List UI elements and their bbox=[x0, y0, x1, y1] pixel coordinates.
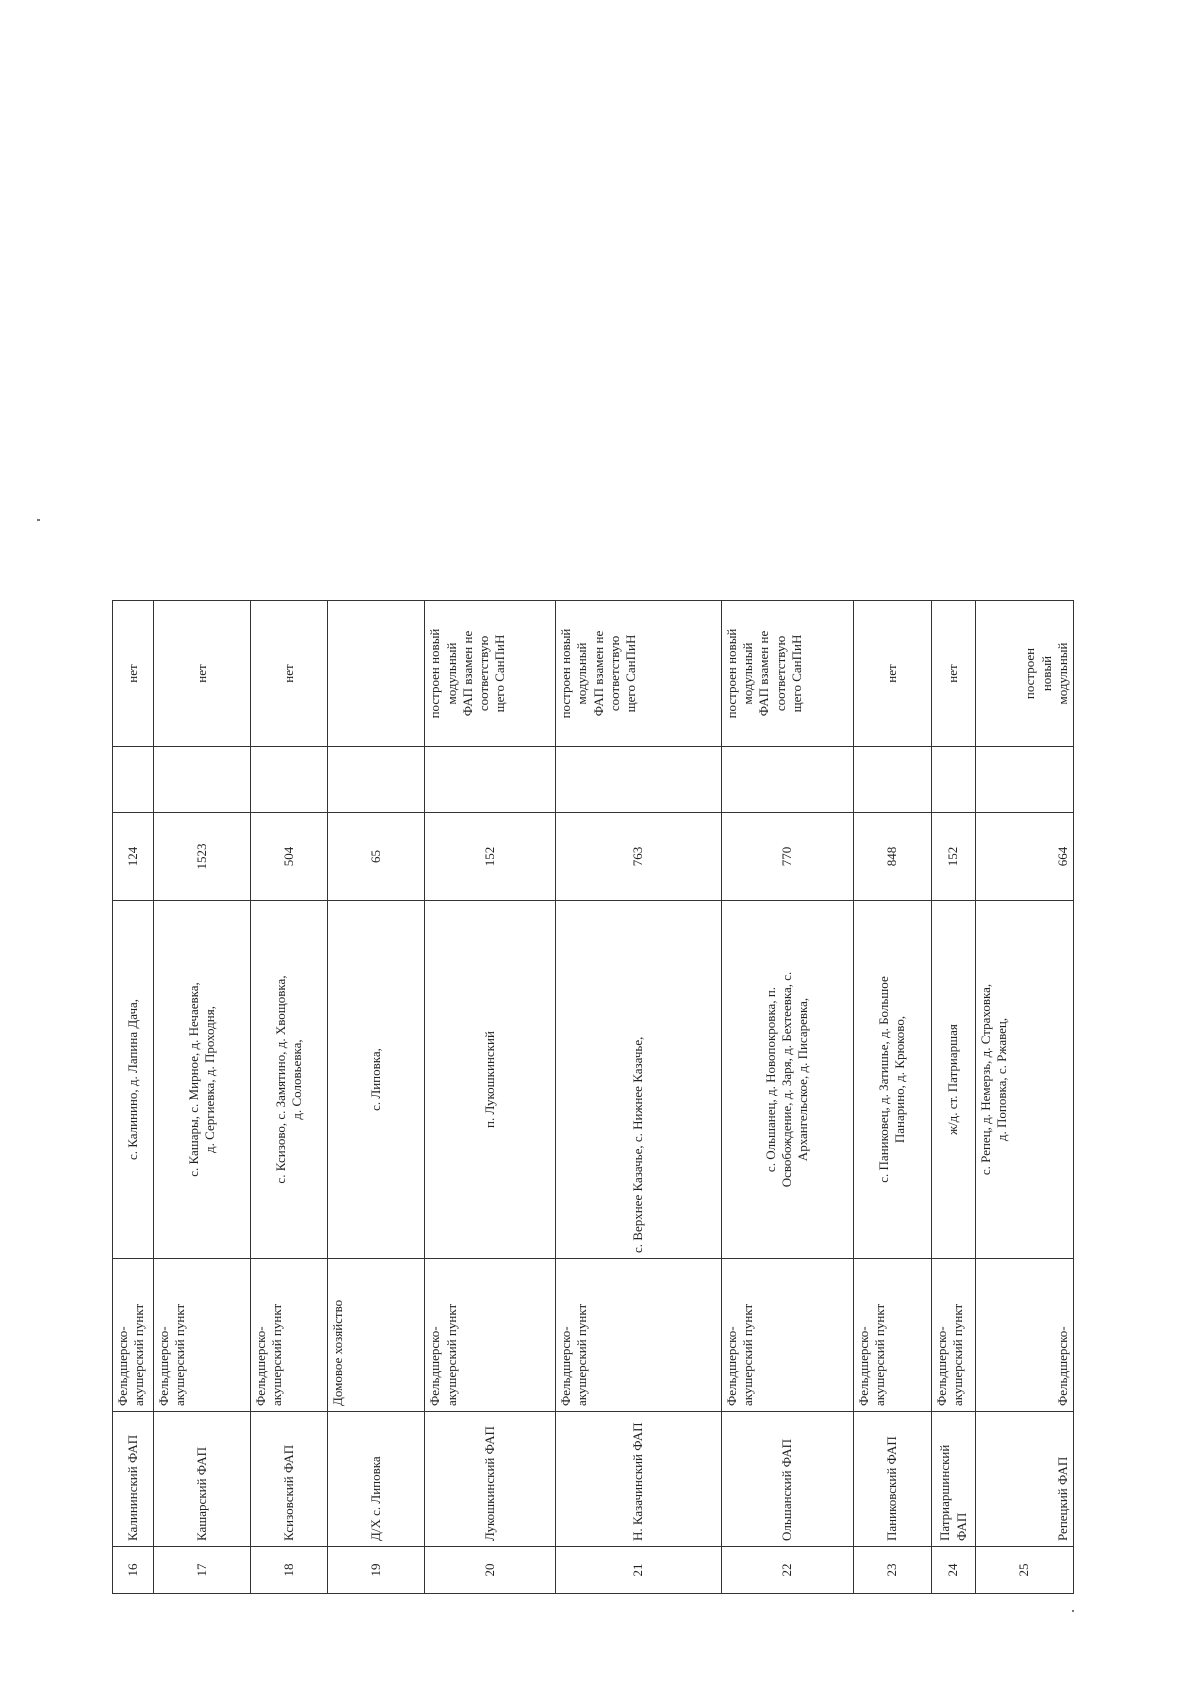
extra-cell bbox=[113, 747, 154, 813]
table-row bbox=[425, 601, 556, 1594]
institution-type: Фельдшерско-акушерский пункт bbox=[113, 1259, 154, 1412]
fap-table bbox=[112, 600, 1074, 1594]
scan-speck bbox=[37, 519, 40, 521]
settlement-line: с. Кашары, с. Мирное, д. Нечаевка, bbox=[185, 982, 201, 1177]
settlement-line: с. Паниковец, д. Затишье, д. Большое bbox=[876, 976, 892, 1183]
institution-name: Кашарский ФАП bbox=[153, 1412, 250, 1547]
table-row bbox=[975, 601, 1073, 1594]
row-number: 20 bbox=[425, 1547, 556, 1594]
note bbox=[853, 601, 931, 747]
settlement-line: Освобождение, д. Заря, д. Бехтеевка, с. bbox=[779, 971, 795, 1188]
settlement-line: с. Калинино, д. Лапина Дача, bbox=[124, 998, 140, 1161]
extra-cell bbox=[250, 747, 327, 813]
settlements bbox=[975, 901, 1073, 1259]
population: 848 bbox=[853, 813, 931, 901]
note-line: модульный bbox=[574, 642, 590, 705]
note bbox=[932, 601, 976, 747]
note-line: построен новый bbox=[427, 628, 443, 719]
population: 65 bbox=[328, 813, 425, 901]
extra-cell bbox=[721, 747, 853, 813]
row-number: 21 bbox=[556, 1547, 722, 1594]
population: 770 bbox=[721, 813, 853, 901]
note-line: нет bbox=[193, 664, 209, 683]
row-number: 23 bbox=[853, 1547, 931, 1594]
population: 152 bbox=[932, 813, 976, 901]
note-line: соответствую bbox=[606, 635, 622, 712]
settlements bbox=[425, 901, 556, 1259]
institution-name: Калининский ФАП bbox=[113, 1412, 154, 1547]
settlements bbox=[932, 901, 976, 1259]
note-line: нет bbox=[280, 664, 296, 683]
settlements bbox=[113, 901, 154, 1259]
extra-cell bbox=[975, 747, 1073, 813]
institution-name: Паниковский ФАП bbox=[853, 1412, 931, 1547]
table-row bbox=[113, 601, 154, 1594]
settlements bbox=[853, 901, 931, 1259]
extra-cell bbox=[932, 747, 976, 813]
settlement-line: Архангельское, д. Писаревка, bbox=[795, 997, 811, 1162]
note-line: ФАП взамен не bbox=[756, 630, 772, 717]
note-line: построен новый bbox=[558, 628, 574, 719]
settlements bbox=[250, 901, 327, 1259]
note-line: соответствую bbox=[772, 635, 788, 712]
note-line: щего СанПиН bbox=[492, 634, 508, 713]
row-number: 24 bbox=[932, 1547, 976, 1594]
table-row bbox=[153, 601, 250, 1594]
institution-name: Лукошкинский ФАП bbox=[425, 1412, 556, 1547]
note-line: щего СанПиН bbox=[788, 634, 804, 713]
row-number: 17 bbox=[153, 1547, 250, 1594]
scan-speck bbox=[1072, 1610, 1074, 1612]
extra-cell bbox=[556, 747, 722, 813]
institution-name: Патриаршинский ФАП bbox=[932, 1412, 976, 1547]
settlement-line: ж/д. ст. Патриаршая bbox=[945, 1024, 961, 1135]
settlement-line: с. Репец, д. Немерзь, д. Страховка, bbox=[977, 983, 993, 1176]
note-line: соответствую bbox=[476, 635, 492, 712]
note bbox=[556, 601, 722, 747]
population: 152 bbox=[425, 813, 556, 901]
institution-type: Фельдшерско- bbox=[975, 1259, 1073, 1412]
population: 504 bbox=[250, 813, 327, 901]
note-line: построен bbox=[1022, 647, 1038, 700]
extra-cell bbox=[853, 747, 931, 813]
institution-type: Фельдшерско-акушерский пункт bbox=[250, 1259, 327, 1412]
note bbox=[250, 601, 327, 747]
table-row bbox=[853, 601, 931, 1594]
population: 124 bbox=[113, 813, 154, 901]
table-row bbox=[250, 601, 327, 1594]
note bbox=[113, 601, 154, 747]
settlement-line: д. Соловьевка, bbox=[289, 1039, 305, 1120]
institution-name: Д/Х с. Липовка bbox=[328, 1412, 425, 1547]
population: 1523 bbox=[153, 813, 250, 901]
note-line: нет bbox=[124, 664, 140, 683]
extra-cell bbox=[328, 747, 425, 813]
note-line: модульный bbox=[1054, 642, 1070, 705]
institution-name: Репецкий ФАП bbox=[975, 1412, 1073, 1547]
note-line: щего СанПиН bbox=[623, 634, 639, 713]
institution-type: Фельдшерско-акушерский пункт bbox=[556, 1259, 722, 1412]
institution-type: Фельдшерско-акушерский пункт bbox=[721, 1259, 853, 1412]
extra-cell bbox=[425, 747, 556, 813]
institution-type: Фельдшерско-акушерский пункт bbox=[853, 1259, 931, 1412]
settlement-line: д. Сергиевка, д. Проходня, bbox=[201, 1006, 217, 1153]
row-number: 18 bbox=[250, 1547, 327, 1594]
institution-name: Ксизовский ФАП bbox=[250, 1412, 327, 1547]
row-number: 22 bbox=[721, 1547, 853, 1594]
settlements bbox=[153, 901, 250, 1259]
institution-type: Фельдшерско-акушерский пункт bbox=[932, 1259, 976, 1412]
table-row bbox=[721, 601, 853, 1594]
note bbox=[328, 601, 425, 747]
institution-name: Ольшанский ФАП bbox=[721, 1412, 853, 1547]
table-row bbox=[556, 601, 722, 1594]
institution-type: Фельдшерско-акушерский пункт bbox=[153, 1259, 250, 1412]
institution-name: Н. Казачинский ФАП bbox=[556, 1412, 722, 1547]
settlements bbox=[328, 901, 425, 1259]
institution-type: Домовое хозяйство bbox=[328, 1259, 425, 1412]
settlements bbox=[556, 901, 722, 1259]
settlement-line: с. Ольшанец, д. Новопокровка, п. bbox=[762, 986, 778, 1173]
settlement-line: д. Поповка, с. Ржавец, bbox=[994, 1017, 1010, 1142]
note bbox=[721, 601, 853, 747]
table-row bbox=[328, 601, 425, 1594]
settlement-line: с. Ксизово, с. Замятино, д. Хвощовка, bbox=[272, 975, 288, 1184]
settlements bbox=[721, 901, 853, 1259]
settlement-line: п. Лукошкинский bbox=[482, 1031, 498, 1128]
table-row bbox=[932, 601, 976, 1594]
note bbox=[975, 601, 1073, 747]
settlement-line: Панарино, д. Крюково, bbox=[892, 1015, 908, 1144]
note-line: модульный bbox=[443, 642, 459, 705]
note-line: модульный bbox=[740, 642, 756, 705]
note-line: ФАП взамен не bbox=[590, 630, 606, 717]
note-line: нет bbox=[945, 664, 961, 683]
note-line: ФАП взамен не bbox=[459, 630, 475, 717]
settlement-line: с. Липовка, bbox=[368, 1048, 384, 1111]
rotated-table bbox=[112, 601, 1074, 1594]
population: 664 bbox=[975, 813, 1073, 901]
note-line: новый bbox=[1038, 655, 1054, 692]
note bbox=[425, 601, 556, 747]
institution-type: Фельдшерско-акушерский пункт bbox=[425, 1259, 556, 1412]
population: 763 bbox=[556, 813, 722, 901]
settlement-line: с. Верхнее Казачье, с. Нижнее Казачье, bbox=[630, 1036, 646, 1253]
note bbox=[153, 601, 250, 747]
row-number: 25 bbox=[975, 1547, 1073, 1594]
row-number: 16 bbox=[113, 1547, 154, 1594]
extra-cell bbox=[153, 747, 250, 813]
note-line: построен новый bbox=[723, 628, 739, 719]
row-number: 19 bbox=[328, 1547, 425, 1594]
note-line: нет bbox=[884, 664, 900, 683]
